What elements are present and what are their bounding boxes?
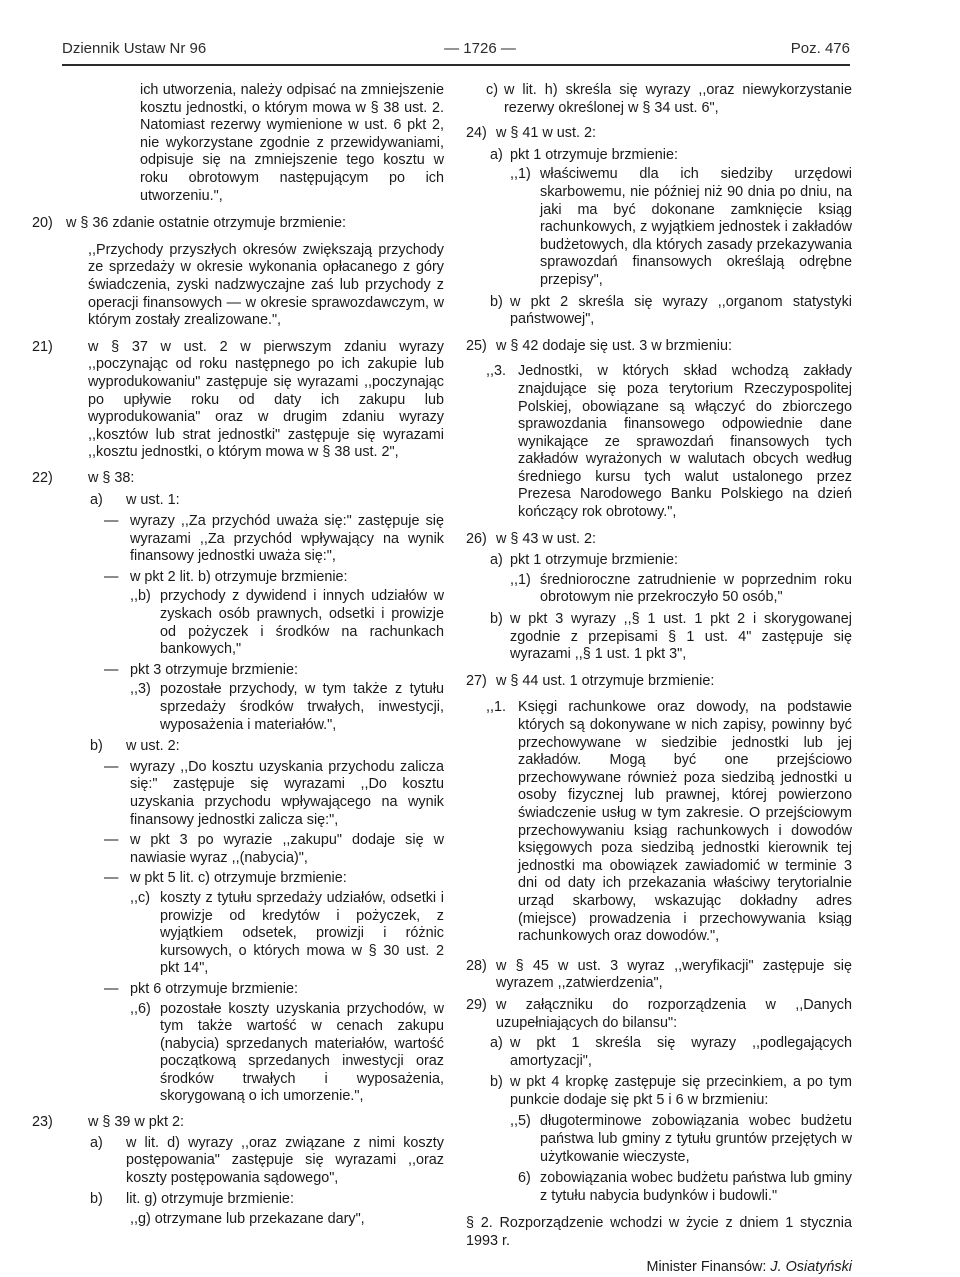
list-marker: 21) <box>32 338 53 355</box>
list-marker: b) <box>490 1074 503 1091</box>
list-marker: a) <box>490 146 503 163</box>
list-item <box>466 125 852 143</box>
item-text: w pkt 2 lit. b) otrzymuje brzmienie: <box>130 568 348 585</box>
list-item <box>466 531 852 549</box>
item-text: w § 44 ust. 1 otrzymuje brzmienie: <box>496 672 715 689</box>
item-text: długoterminowe zobowiązania wobec budżetu państwa lub gminy z tytułu gruntów przejętych w użytkowanie wieczyste, <box>540 1113 852 1165</box>
list-item <box>466 82 852 117</box>
item-text: w załączniku do rozporządzenia w ,,Danych uzupełniających do bilansu": <box>496 996 852 1031</box>
item-text: w § 39 w pkt 2: <box>88 1114 184 1131</box>
item-text: pozostałe koszty uzyskania przychodów, w tym także wartość w cenach zakupu (nabycia) sprzedanych materiałów, wartość początkową sprzedanych inwestycji oraz środków trwałych i wyposażenia, skorygowaną o ich umorzenie.", <box>160 1000 444 1105</box>
list-marker: ,,c) <box>130 889 150 906</box>
list-item <box>466 673 852 691</box>
list-marker: 22) <box>32 469 53 486</box>
paragraph <box>32 242 444 330</box>
signature-prefix: Minister Finansów: <box>646 1258 767 1275</box>
item-text: wyrazy ,,Za przychód uważa się:" zastępuje się wyrazami ,,Za przychód wpływający na wynik finansowy jednostki uważa się:", <box>130 513 444 565</box>
list-marker: 24) <box>466 125 487 142</box>
list-item <box>466 166 852 289</box>
item-text: wyrazy ,,Do kosztu uzyskania przychodu zalicza się:" zastępuje się wyrazami ,,Do kosztu uzyskania przychodu wpływającego na wynik finansowy jednostki zalicza się:", <box>130 758 444 828</box>
paragraph <box>32 1211 444 1229</box>
list-item <box>32 339 444 462</box>
list-marker: ,,1) <box>510 571 531 588</box>
list-item <box>466 699 852 945</box>
list-marker: a) <box>490 1035 503 1052</box>
list-item <box>32 1191 444 1209</box>
list-marker: 26) <box>466 530 487 547</box>
list-item <box>466 552 852 570</box>
item-text: w lit. d) wyrazy ,,oraz związane z nimi koszty postępowania" zastępuje się wyrazami ,,oraz koszty postępowania sądowego", <box>126 1134 444 1186</box>
item-text: ,,g) otrzymane lub przekazane dary", <box>130 1211 365 1228</box>
item-text: pkt 1 otrzymuje brzmienie: <box>510 146 678 163</box>
item-text: w § 41 w ust. 2: <box>496 125 596 142</box>
item-text: w ust. 1: <box>126 492 180 509</box>
list-marker: — <box>104 980 119 997</box>
item-text: w lit. h) skreśla się wyrazy ,,oraz niewykorzystanie rezerwy określonej w § 34 ust. 6", <box>504 82 852 116</box>
list-marker: 29) <box>466 996 487 1013</box>
item-text: w pkt 4 kropkę zastępuje się przecinkiem, a po tym punkcie dodaje się pkt 5 i 6 w brzmieniu: <box>510 1074 852 1108</box>
list-item <box>32 981 444 999</box>
list-marker: a) <box>90 492 103 509</box>
item-text: w § 43 w ust. 2: <box>496 530 596 547</box>
list-item <box>32 870 444 888</box>
list-marker: 20) <box>32 215 53 232</box>
list-item <box>32 1135 444 1188</box>
list-item <box>32 1001 444 1107</box>
list-marker: ,,6) <box>130 1000 151 1017</box>
list-item <box>466 1074 852 1109</box>
list-marker: ,,1. <box>486 699 506 716</box>
list-marker: 27) <box>466 672 487 689</box>
list-item <box>32 681 444 734</box>
list-marker: — <box>104 513 119 530</box>
list-item <box>466 572 852 607</box>
item-text: Księgi rachunkowe oraz dowody, na podstawie których są dokonywane w nich zapisy, powinny być przechowywane w siedzibie jednostki lub jej zakładów. Mogą być one przejściowo przechowywane również poza siedzibą jednostki u osoby fizycznej lub prawnej, której powierzono świadczenie usług w tym zakresie. O przejściowym przechowywaniu ksiąg rachunkowych i dowodów księgowych poza siedzibą jednostki kierownik tej jednostki ma obowiązek zawiadomić w terminie 3 dni od daty ich przekazania właściwy terytorialnie urząd skarbowy, wskazując dokładny adres (miejsce) prowadzenia i przechowywania ksiąg rachunkowych oraz dowodów.", <box>518 699 852 945</box>
list-item <box>466 1035 852 1070</box>
paragraph <box>32 82 444 205</box>
item-text: lit. g) otrzymuje brzmienie: <box>126 1191 294 1208</box>
list-marker: ,,b) <box>130 588 151 605</box>
list-marker: 6) <box>518 1170 531 1187</box>
list-marker: ,,3) <box>130 681 151 698</box>
list-item <box>32 588 444 658</box>
item-text: w pkt 3 po wyrazie ,,zakupu" dodaje się w nawiasie wyraz ,,(nabycia)", <box>130 832 444 866</box>
list-item <box>32 1114 444 1132</box>
item-text: średnioroczne zatrudnienie w poprzednim roku obrotowym nie przekroczyło 50 osób," <box>540 571 852 606</box>
signature-name: J. Osiatyński <box>770 1258 852 1275</box>
list-item <box>32 890 444 978</box>
list-marker: 28) <box>466 957 487 974</box>
list-item <box>32 492 444 510</box>
item-text: w pkt 3 wyrazy ,,§ 1 ust. 1 pkt 2 i skorygowanej zgodnie z przepisami § 1 ust. 4" zastępuje się wyrazami ,,§ 1 ust. 1 pkt 3", <box>510 611 852 663</box>
list-marker: ,,5) <box>510 1113 531 1130</box>
item-text: w § 37 w ust. 2 w pierwszym zdaniu wyrazy ,,poczynając od roku następnego po ich zakupie lub wyprodukowaniu" zastępuje się wyrazami ,,poczynając po upływie roku od daty ich zakupu lub wyprodukowania" oraz w drugim zdaniu wyrazy ,,kosztów lub strat jednostki" zastępuje się wyrazami ,,kosztu jednostki, o którym mowa w § 38 ust. 2", <box>88 338 444 461</box>
list-item <box>32 513 444 566</box>
list-item <box>32 832 444 867</box>
list-marker: c) <box>486 82 498 98</box>
item-text: w § 45 w ust. 3 wyraz ,,weryfikacji" zastępuje się wyrazem ,,zatwierdzenia", <box>496 957 852 992</box>
item-text: ,,Przychody przyszłych okresów zwiększają przychody ze sprzedaży w okresie wykonania opłacanego z góry świadczenia, zyski nadzwyczajne zaś lub przychody z operacji finansowych — w okresie sprawozdawczym, w którym zostały zrealizowane.", <box>88 241 444 329</box>
list-item <box>32 470 444 488</box>
list-marker: a) <box>490 552 503 569</box>
item-text: w pkt 5 lit. c) otrzymuje brzmienie: <box>130 870 347 887</box>
item-text: w pkt 1 skreśla się wyrazy ,,podlegających amortyzacji", <box>510 1035 852 1069</box>
list-item <box>466 997 852 1032</box>
list-marker: 25) <box>466 337 487 354</box>
list-marker: ,,3. <box>486 363 506 380</box>
list-marker: — <box>104 870 119 887</box>
journal-title: Dziennik Ustaw Nr 96 <box>62 40 207 57</box>
list-item <box>466 1170 852 1205</box>
list-item <box>466 338 852 356</box>
item-text: ich utworzenia, należy odpisać na zmniejszenie kosztu jednostki, o którym mowa w § 38 ust. 2. Natomiast rezerwy wymienione w ust. 6 pkt 2, nie wykorzystane zgodnie z przewidywaniami, odpisuje się na zmniejszenie tego kosztu w roku obrotowym następującym po ich utworzeniu.", <box>140 82 444 204</box>
list-item <box>466 1113 852 1166</box>
list-item <box>466 958 852 993</box>
list-marker: — <box>104 758 119 775</box>
list-marker: — <box>104 832 119 849</box>
list-marker: b) <box>490 611 503 628</box>
list-marker: a) <box>90 1134 103 1151</box>
list-item <box>32 569 444 587</box>
item-text: w § 42 dodaje się ust. 3 w brzmieniu: <box>496 337 732 354</box>
item-text: w pkt 2 skreśla się wyrazy ,,organom statystyki państwowej", <box>510 293 852 328</box>
item-text: w ust. 2: <box>126 738 180 755</box>
item-text: pkt 6 otrzymuje brzmienie: <box>130 980 298 997</box>
list-marker: ,,1) <box>510 166 531 183</box>
item-text: zobowiązania wobec budżetu państwa lub gminy z tytułu nabycia budynków i budowli." <box>540 1170 852 1204</box>
right-column-items <box>466 82 852 1251</box>
list-item <box>32 759 444 829</box>
item-text: pkt 1 otrzymuje brzmienie: <box>510 552 678 569</box>
list-marker: b) <box>90 738 103 755</box>
item-text: koszty z tytułu sprzedaży udziałów, odsetki i prowizje od kredytów i pożyczek, z wyjątkiem odsetek, prowizji i różnic kursowych, o których mowa w § 30 ust. 2 pkt 14", <box>160 889 444 977</box>
list-item <box>466 294 852 329</box>
header-rule <box>62 64 850 66</box>
item-text: właściwemu dla ich siedziby urzędowi skarbowemu, nie później niż 90 dnia po dniu, na jaki ma być dokonane zamknięcie ksiąg rachunkowych, z wyjątkiem jednostek i zakładów budżetowych, dla których zasady przekazywania sprawozdań finansowych określają odrębne przepisy", <box>540 166 852 288</box>
item-text: Jednostki, w których skład wchodzą zakłady znajdujące się poza terytorium Rzeczypospolitej Polskiej, obowiązane są włączyć do zbiorczego sprawozdania finansowego odpowiednie dane wynikające ze sprawozdań finansowych tych zakładów wyrażonych w walutach obcych według średniego kursu tych walut ustalonego przez Prezesa Narodowego Banku Polskiego na dzień kończący rok obrotowy.", <box>518 363 852 521</box>
signature <box>466 1259 852 1277</box>
list-item <box>466 363 852 521</box>
list-item <box>466 147 852 165</box>
list-item <box>32 738 444 756</box>
item-text: przychody z dywidend i innych udziałów w zyskach osób prawnych, odsetki i prowizje od pożyczek i środków na rachunkach bankowych," <box>160 588 444 658</box>
item-text: w § 36 zdanie ostatnie otrzymuje brzmienie: <box>66 215 346 232</box>
list-marker: b) <box>90 1191 103 1208</box>
list-marker: b) <box>490 293 503 310</box>
item-text: pozostałe przychody, w tym także z tytułu sprzedaży środków trwałych, inwestycji, wyposażenia i materiałów.", <box>160 681 444 733</box>
item-text: w § 38: <box>88 469 135 486</box>
position-number: Poz. 476 <box>790 40 850 57</box>
list-marker: 23) <box>32 1114 53 1131</box>
list-marker: — <box>104 661 119 678</box>
item-text: § 2. Rozporządzenie wchodzi w życie z dniem 1 stycznia 1993 r. <box>466 1215 852 1250</box>
list-item <box>466 611 852 664</box>
list-item <box>32 662 444 680</box>
right-column <box>466 82 852 1276</box>
page-number: — 1726 — <box>444 40 516 57</box>
paragraph <box>466 1215 852 1250</box>
list-marker: — <box>104 568 119 585</box>
left-column <box>32 82 444 1229</box>
list-item <box>32 215 444 233</box>
item-text: pkt 3 otrzymuje brzmienie: <box>130 661 298 678</box>
